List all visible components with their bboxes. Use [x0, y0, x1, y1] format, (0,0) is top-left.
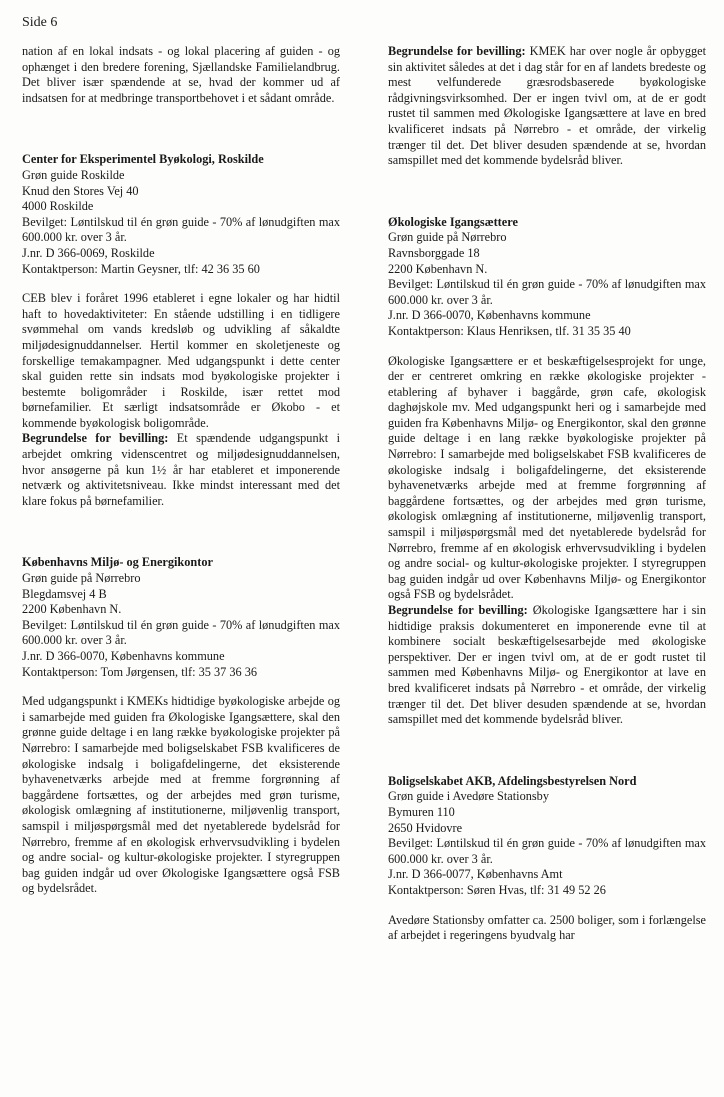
ceb-section	[22, 152, 340, 509]
akb-info	[388, 789, 706, 898]
ceb-body: CEB blev i foråret 1996 etableret i egne lokaler og har hidtil haft to hovedaktiviteter: En stående udstilling i en tidligere svømmehal om vands kredsløb og udvikling af såkaldte miljødesignuddannelser. Hertil kommer en skoletjeneste og forskellige temakampagner. Med udgangspunkt i dette center skal guiden rette sin indsats mod byøkologiske projekter i bestemte boligområder i Roskilde, især rettet mod børnefamilier. Et særligt indsatsområde er Økobo - et kommende byøkologisk boligområde.	[22, 291, 340, 430]
ceb-reason-text: Et spændende udgangspunkt i arbejdet omkring videnscentret og miljødesignuddannelsen, hvor ansøgerne på kun 1½ år har etableret et imponerende netværk og aktivitetsniveau. Ikke mindst interessant med det klare fokus på børnefamilier.	[22, 431, 340, 508]
oi-guide: Grøn guide på Nørrebro	[388, 230, 507, 245]
oi-section	[388, 215, 706, 728]
oi-heading: Økologiske Igangsættere	[388, 214, 518, 229]
ceb-reason-label: Begrundelse for bevilling:	[22, 431, 169, 446]
akb-contact: Kontaktperson: Søren Hvas, tlf: 31 49 52 26	[388, 882, 606, 897]
oi-contact: Kontaktperson: Klaus Henriksen, tlf. 31 35 35 40	[388, 323, 631, 338]
oi-grant: Bevilget: Løntilskud til én grøn guide - 70% af lønudgiften max 600.000 kr. over 3 år.	[388, 277, 706, 307]
kmek-reason	[388, 44, 706, 169]
oi-address: Ravnsborggade 18	[388, 245, 480, 260]
kme-guide: Grøn guide på Nørrebro	[22, 571, 141, 586]
oi-reason-text: Økologiske Igangsættere har i sin hidtidige praksis dokumenteret en imponerende evne til at kombinere socialt beskæftigelsesarbejde med økologiske perspektiver. Der er ingen tvivl om, at de er godt rustet til sammen med Københavns Miljø- og Energikontor at lave en bred kvalificeret indsats på Nørrebro - et område, der virkelig trænger til det. Det bliver desuden spændende at se, hvordan samspillet med det kommende bydelsråd bliver.	[388, 603, 706, 727]
oi-body: Økologiske Igangsættere er et beskæftigelsesprojekt for unge, der er centreret omkring en række økologiske projekter - etablering af byhaver i baggårde, grøn cafe, økologisk daghøjskole mv. Med udgangspunkt heri og i samarbejde med guiden fra Københavns Miljø- og Energikontor, skal den grønne guide deltage i en lang række byøkologiske projekter på Nørrebro: I samarbejde med boligselskabet FSB kvalificeres de økologiske indsalg i boligafdelingerne, det eksisterende byhavenetværks arbejde med at fremme forgrønning af baggårdene fortsættes, og der arbejdes med grøn turisme, økologisk omlægning af institutionerne, miljøvenlig transport, samspil i miljøspørgsmål med det nyetablerede bydelsråd for Nørrebro, fremme af en økologisk erhvervsudvikling i bydelen og andre social- og kultur-økologiske projekter. I styregruppen bag guiden indgår ud over Københavns Miljø- og Energikontor også FSB og bydelsrådet.	[388, 353, 706, 602]
right-column	[388, 44, 706, 944]
akb-city: 2650 Hvidovre	[388, 820, 463, 835]
akb-guide: Grøn guide i Avedøre Stationsby	[388, 789, 549, 804]
kme-body: Med udgangspunkt i KMEKs hidtidige byøkologiske arbejde og i samarbejde med guiden fra Økologiske Igangsættere, skal den grønne guide deltage i en lang række byøkologiske projekter på Nørrebro: I samarbejde med boligselskabet FSB kvalificeres de økologiske indsalg i boligafdelingerne, det eksisterende byhavenetværks arbejde med at fremme forgrønning af baggårdene fortsættes, og der arbejdes med grøn turisme, økologisk omlægning af institutionerne, miljøvenlig transport, samspil i miljøspørgsmål med det nyetablerede bydelsråd for Nørrebro, fremme af en økologisk erhvervsudvikling i bydelen og andre social- og kultur-økologiske projekter. I styregruppen bag guiden indgår ud over Økologiske Igangsættere også FSB og bydelsrådet.	[22, 694, 340, 896]
ceb-grant: Bevilget: Løntilskud til én grøn guide - 70% af lønudgiften max 600.000 kr. over 3 år.	[22, 214, 340, 245]
kme-jnr: J.nr. D 366-0070, Københavns kommune	[22, 649, 225, 663]
kme-address: Blegdamsvej 4 B	[22, 586, 107, 601]
ceb-info	[22, 168, 340, 277]
ceb-address: Knud den Stores Vej 40	[22, 183, 139, 198]
left-column	[22, 44, 340, 897]
kme-info	[22, 571, 340, 680]
oi-info	[388, 230, 706, 339]
kme-grant: Bevilget: Løntilskud til én grøn guide - 70% af lønudgiften max 600.000 kr. over 3 år.	[22, 617, 340, 648]
kmek-reason-text: KMEK har over nogle år opbygget sin aktivitet således at det i dag står for en af landets bredeste og mest velfunderede græsrodsbaserede byøkologiske rådgivningsvirksomhed. Der er ingen tvivl om, at de er godt rustet til sammen med Økologiske Igangsættere at lave en bred kvalificeret indsats på Nørrebro - et område, der virkelig trænger til det. Det bliver desuden spændende at se, hvordan samspillet med det kommende bydelsråd bliver.	[388, 44, 706, 168]
akb-heading: Boligselskabet AKB, Afdelingsbestyrelsen Nord	[388, 773, 637, 788]
kme-city: 2200 København N.	[22, 602, 122, 617]
oi-jnr: J.nr. D 366-0070, Københavns kommune	[388, 308, 591, 323]
akb-address: Bymuren 110	[388, 804, 455, 819]
kme-contact: Kontaktperson: Tom Jørgensen, tlf: 35 37 36 36	[22, 664, 258, 679]
ceb-jnr: J.nr. D 366-0069, Roskilde	[22, 245, 155, 260]
akb-jnr: J.nr. D 366-0077, Københavns Amt	[388, 867, 563, 882]
kme-heading: Københavns Miljø- og Energikontor	[22, 555, 213, 570]
ceb-city: 4000 Roskilde	[22, 199, 94, 214]
akb-grant: Bevilget: Løntilskud til én grøn guide - 70% af lønudgiften max 600.000 kr. over 3 år.	[388, 836, 706, 866]
ceb-guide: Grøn guide Roskilde	[22, 167, 125, 182]
ceb-reason	[22, 431, 340, 509]
akb-section	[388, 774, 706, 944]
oi-reason-label: Begrundelse for bevilling:	[388, 603, 528, 617]
kme-section	[22, 555, 340, 896]
kmek-reason-label: Begrundelse for bevilling:	[388, 44, 526, 58]
oi-reason	[388, 603, 706, 728]
oi-city: 2200 København N.	[388, 261, 488, 276]
akb-body: Avedøre Stationsby omfatter ca. 2500 boliger, som i forlængelse af arbejdet i regeringens byudvalg har	[388, 912, 706, 943]
page-number: Side 6	[22, 15, 58, 30]
intro-paragraph: nation af en lokal indsats - og lokal placering af guiden - og ophænget i den bredere forening, Sjællandske Familielandbrug. Det bliver især spændende at se, hvad der kommer ud af indsatsen for at medbringe transportbehovet i et sådant område.	[22, 44, 340, 105]
ceb-contact: Kontaktperson: Martin Geysner, tlf: 42 36 35 60	[22, 261, 260, 276]
ceb-heading: Center for Eksperimentel Byøkologi, Roskilde	[22, 152, 264, 167]
